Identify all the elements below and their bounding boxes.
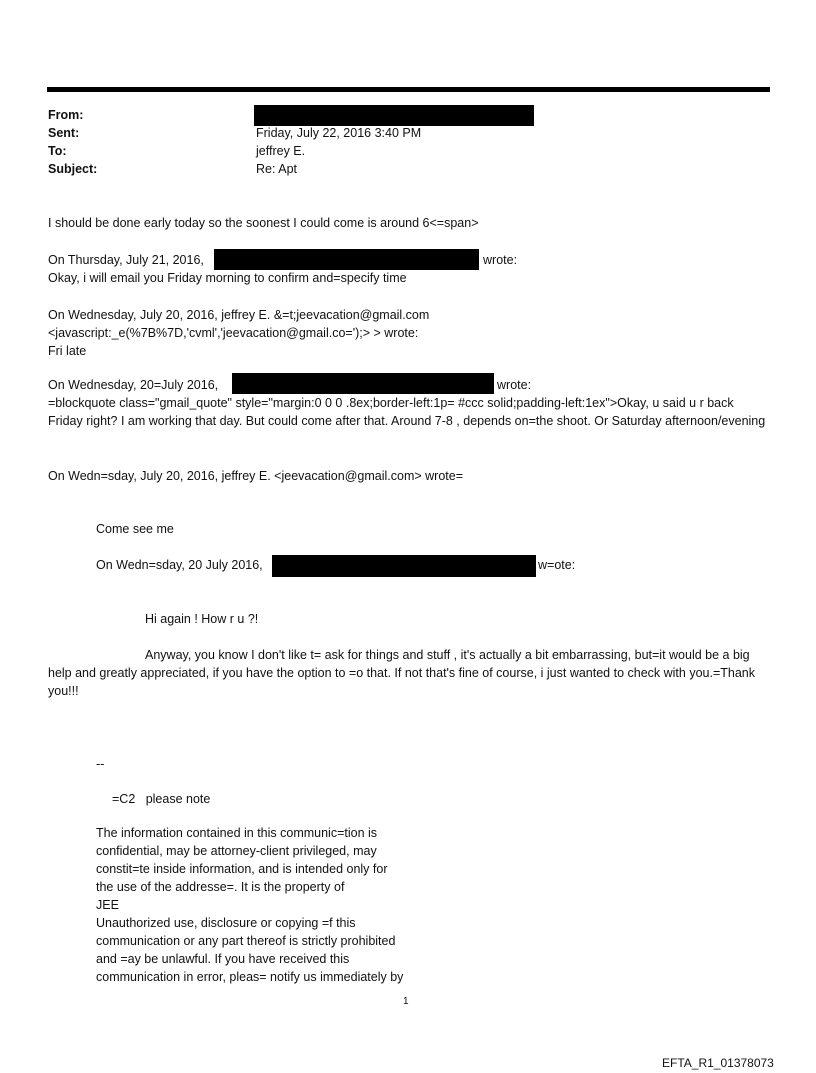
disclaimer-line: constit=te inside information, and is intended only for: [96, 862, 388, 876]
quote5-header: [96, 556, 263, 574]
to-label: To:: [48, 144, 67, 158]
quote4-header: On Wedn=sday, July 20, 2016, jeffrey E. <jeevacation@gmail.com> wrote=: [48, 469, 463, 483]
quote5-wrote: w=ote:: [538, 558, 576, 572]
quote1-prefix: On Thursday, July 21, 2016,: [48, 253, 204, 267]
quote3-wrote: wrote:: [497, 378, 532, 392]
to-value: jeffrey E.: [256, 144, 306, 158]
disclaimer-line: the use of the addresse=. It is the property of: [96, 880, 345, 894]
quote2-text: Fri late: [48, 344, 87, 358]
header-rule: [47, 87, 770, 92]
quote1-wrote: wrote:: [483, 253, 518, 267]
quote3-text: =blockquote class="gmail_quote" style="margin:0 0 0 .8ex;border-left:1p= #ccc solid;padding-left:1ex">Okay, u said u r back Friday right? I am working that day. But could come after that. Around 7-8 , depends on=the shoot. Or Saturday afternoon/evening: [48, 396, 766, 428]
disclaimer-line: The information contained in this communic=tion is: [96, 826, 378, 840]
sent-value: Friday, July 22, 2016 3:40 PM: [256, 126, 422, 140]
quote2-line2: <javascript:_e(%7B%7D,'cvml','jeevacation@gmail.co=');> > wrote:: [48, 326, 419, 340]
subject-label: Subject:: [48, 162, 98, 176]
sent-label: Sent:: [48, 126, 80, 140]
quote1-header: [48, 251, 204, 269]
signature-dashes: --: [96, 757, 105, 771]
please-note: =C2 please note: [112, 792, 211, 806]
quote1-text: Okay, i will email you Friday morning to confirm and=specify time: [48, 271, 407, 285]
disclaimer-line: communication in error, pleas= notify us immediately by: [96, 970, 404, 984]
redacted-sender-3: [272, 555, 536, 577]
disclaimer-line: JEE: [96, 898, 119, 912]
document-id: EFTA_R1_01378073: [662, 1056, 774, 1070]
hi-again: Hi again ! How r u ?!: [145, 612, 259, 626]
quote2-line1: On Wednesday, July 20, 2016, jeffrey E. &=t;jeevacation@gmail.com: [48, 308, 430, 322]
disclaimer-line: communication or any part thereof is strictly prohibited: [96, 934, 396, 948]
subject-value: Re: Apt: [256, 162, 297, 176]
redacted-sender-1: [214, 249, 479, 270]
redacted-sender-2: [232, 373, 494, 394]
quote3-prefix: On Wednesday, 20=July 2016,: [48, 378, 219, 392]
quote5-prefix: On Wedn=sday, 20 July 2016,: [96, 558, 263, 572]
page-number: 1: [403, 996, 409, 1007]
quote3-header: [48, 376, 218, 394]
anyway-paragraph: Anyway, you know I don't like t= ask for things and stuff , it's actually a bit embarrassing, but=it would be a big help and greatly appreciated, if you have the option to =o that. If not that's fine of course, i just wanted to check with you.=Thank you!!!: [48, 648, 755, 698]
disclaimer-line: and =ay be unlawful. If you have received this: [96, 952, 350, 966]
redacted-from: [254, 105, 534, 126]
from-label: From:: [48, 108, 84, 122]
come-see-me: Come see me: [96, 522, 174, 536]
disclaimer-line: confidential, may be attorney-client privileged, may: [96, 844, 377, 858]
disclaimer-line: Unauthorized use, disclosure or copying =f this: [96, 916, 356, 930]
reply-line: I should be done early today so the soonest I could come is around 6<=span>: [48, 216, 479, 230]
